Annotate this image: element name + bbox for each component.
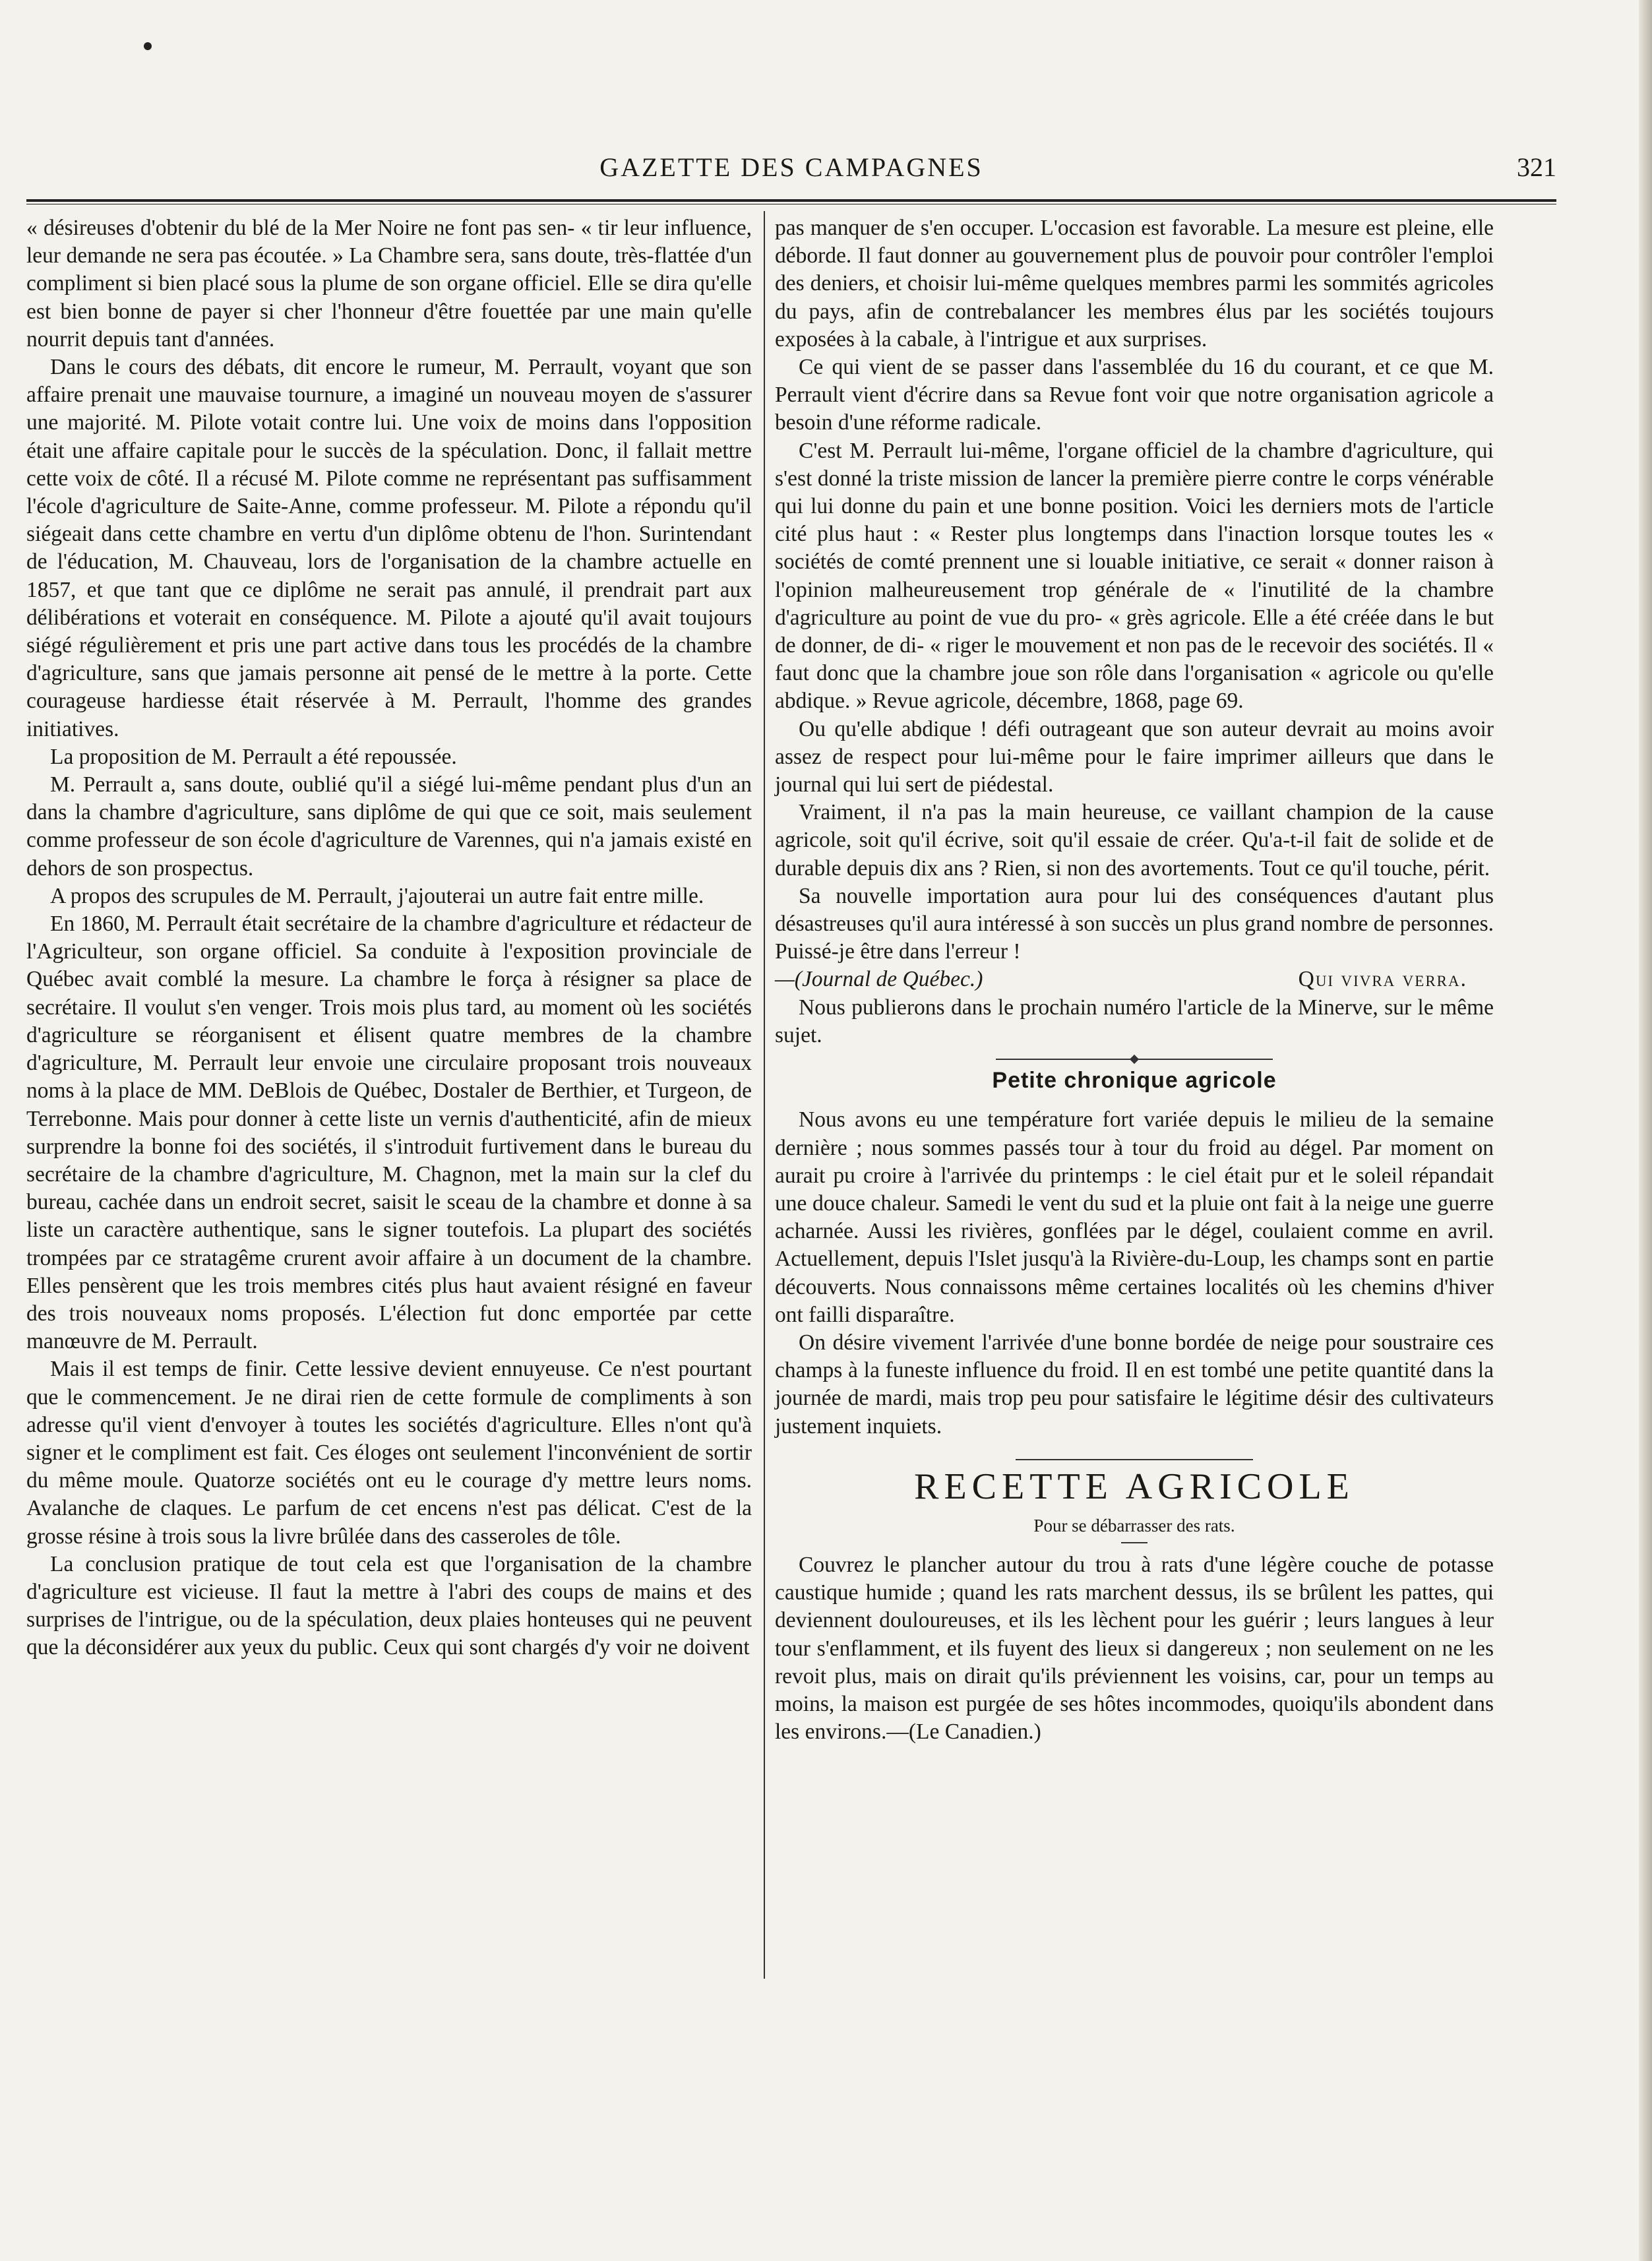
paragraph: La proposition de M. Perrault a été repoussée. (50, 744, 457, 769)
paragraph: Ou qu'elle abdique ! défi outrageant que son auteur devrait au moins avoir assez de respect pour lui-même pour le faire imprimer ailleurs que dans le journal qui lui sert de piédestal. (775, 716, 1494, 797)
recette-divider (1121, 1542, 1147, 1543)
paragraph: pas manquer de s'en occuper. L'occasion est favorable. La mesure est pleine, elle déborde. Il faut donner au gouvernement plus de pouvoir pour contrôler l'emploi des deniers, et choisir lui-même quelques membres parmi les sommités agricoles du pays, afin de contrebalancer les membres élus par les sociétés toujours exposées à la cabale, à l'intrigue et aux surprises. (775, 216, 1494, 352)
signature: Qui vivra verra. (1298, 967, 1467, 992)
paragraph: Dans le cours des débats, dit encore le rumeur, M. Perrault, voyant que son affaire prenait une mauvaise tournure, a imaginé un nouveau moyen de s'assurer une majorité. M. Pilote votait contre lui. Une voix de moins dans l'opposition était une affaire capitale pour le succès de la spéculation. Donc, il fallait mettre cette voix de côté. Il a récusé M. Pilote comme ne représentant pas suffisamment l'école d'agriculture de Saite-Anne, comme professeur. M. Pilote a répondu qu'il siégeait dans cette chambre en vertu d'un diplôme obtenu de l'hon. Surintendant de l'éducation, M. Chauveau, lors de l'organisation de la chambre actuelle en 1857, et que tant que ce diplôme ne serait pas annulé, il prendrait part aux délibérations et voterait en conséquence. M. Pilote a ajouté qu'il avait toujours siégé régulièrement et pris une part active dans tous les procédés de la chambre d'agriculture, sans que jamais personne ait pensé de le mettre à la porte. Cette courageuse hardiesse était réservée à M. Perrault, l'homme des grandes initiatives. (26, 355, 752, 741)
source-citation: —(Journal de Québec.) (775, 967, 983, 992)
header-rule (26, 199, 1556, 204)
recette-title: RECETTE AGRICOLE (914, 1466, 1355, 1507)
page-number: 321 (1517, 152, 1556, 182)
paragraph: Ce qui vient de se passer dans l'assemblée du 16 du courant, et ce que M. Perrault vient d'écrire dans sa Revue font voir que notre organisation agricole a besoin d'une réforme radicale. (775, 355, 1494, 435)
paragraph: « désireuses d'obtenir du blé de la Mer Noire ne font pas sen- « tir leur influence, leur demande ne sera pas écoutée. » La Chambre sera, sans doute, très-flattée d'un compliment si bien placé sous la plume de son organe officiel. Elle se dira qu'elle est bien bonne de payer si cher l'honneur d'être fouettée par une main qu'elle nourrit depuis tant d'années. (26, 216, 752, 352)
right-column (775, 214, 1494, 1746)
paragraph: Vraiment, il n'a pas la main heureuse, ce vaillant champion de la cause agricole, soit qu'il écrive, soit qu'il essaie de créer. Qu'a-t-il fait de solide et de durable depuis dix ans ? Rien, si non des avortements. Tout ce qu'il touche, périt. (775, 800, 1494, 881)
article-signature (775, 966, 1494, 993)
left-column (26, 214, 752, 1662)
paragraph: En 1860, M. Perrault était secrétaire de la chambre d'agriculture et rédacteur de l'Agriculteur, son organe officiel. Sa conduite à l'exposition provinciale de Québec avait comblé la mesure. La chambre le força à résigner sa place de secrétaire. Il voulut s'en venger. Trois mois plus tard, au moment où les sociétés d'agriculture se réorganisent et élisent quatre membres de la chambre d'agriculture, M. Perrault leur envoie une circulaire proposant trois nouveaux noms à la place de MM. DeBlois de Québec, Dostaler de Berthier, et Turgeon, de Terrebonne. Mais pour donner à cette liste un vernis d'authenticité, afin de mieux surprendre la bonne foi des sociétés, il s'introduit furtivement dans le bureau du secrétaire de la chambre d'agriculture, M. Chagnon, met la main sur la clef du bureau, cachée dans un endroit secret, saisit le sceau de la chambre et donne à sa liste un caractère authentique, sans le signer toutefois. La plupart des sociétés trompées par ce stratagême crurent avoir affaire à un document de la chambre. Elles pensèrent que les trois membres cités plus haut avaient résigné en faveur des trois nouveaux noms proposés. L'élection fut donc emportée par cette manœuvre de M. Perrault. (26, 912, 752, 1354)
column-divider (764, 211, 765, 1979)
paragraph: Mais il est temps de finir. Cette lessive devient ennuyeuse. Ce n'est pourtant que le commencement. Je ne dirai rien de cette formule de compliments à son adresse qu'il vient d'envoyer à toutes les sociétés d'agriculture. Elles n'ont qu'à signer et le compliment est fait. Ces éloges ont seulement l'inconvénient de sortir du même moule. Quatorze sociétés ont eu le courage d'y mettre leurs noms. Avalanche de claques. Le parfum de cet encens n'est pas délicat. C'est de la grosse résine à trois sous la livre brûlée dans des casseroles de tôle. (26, 1357, 752, 1549)
paragraph: C'est M. Perrault lui-même, l'organe officiel de la chambre d'agriculture, qui s'est donné la triste mission de lancer la première pierre contre le corps vénérable qui lui donne du pain et une bonne position. Voici les derniers mots de l'article cité plus haut : « Rester plus longtemps dans l'inaction lorsque toutes les « sociétés de comté prennent une si louable initiative, ce serait « donner raison à l'opinion malheureusement trop générale de « l'inutilité de la chambre d'agriculture au point de vue du pro- « grès agricole. Elle a été créée dans le but de donner, de di- « riger le mouvement et non pas de le recevoir des sociétés. Il « faut donc que la chambre joue son rôle dans l'organisation « agricole ou qu'elle abdique. » Revue agricole, décembre, 1868, page 69. (775, 438, 1494, 714)
section-separator (996, 1059, 1273, 1060)
paragraph: La conclusion pratique de tout cela est que l'organisation de la chambre d'agriculture est vicieuse. Il faut la mettre à l'abri des coups de mains et des surprises de l'intrigue, ou de la spéculation, deux plaies honteuses qui ne peuvent que la déconsidérer aux yeux du public. Ceux qui sont chargés d'y voir ne doivent (26, 1551, 752, 1660)
paragraph: Sa nouvelle importation aura pour lui des conséquences d'autant plus désastreuses qu'il aura intéressé à son succès un plus grand nombre de personnes. Puissé-je être dans l'erreur ! (775, 883, 1494, 964)
recette-subtitle: Pour se débarrasser des rats. (1033, 1515, 1235, 1535)
page-edge (1639, 0, 1652, 2261)
running-title: GAZETTE DES CAMPAGNES (599, 152, 983, 182)
ink-speck (144, 42, 152, 50)
paragraph: On désire vivement l'arrivée d'une bonne bordée de neige pour soustraire ces champs à la funeste influence du froid. Il en est tombé une petite quantité dans la journée de mardi, mais trop peu pour satisfaire le légitime désir des cultivateurs justement inquiets. (775, 1330, 1494, 1439)
chronique-heading: Petite chronique agricole (992, 1068, 1277, 1094)
separator-ornament (1130, 1055, 1139, 1064)
paragraph: Nous avons eu une température fort variée depuis le milieu de la semaine dernière ; nous sommes passés tour à tour du froid au dégel. Par moment on aurait pu croire à l'arrivée du printemps : le ciel était pur et le soleil répandait une douce chaleur. Samedi le vent du sud et la pluie ont fait à la neige une guerre acharnée. Aussi les rivières, gonflées par le dégel, coulaient comme en avril. Actuellement, depuis l'Islet jusqu'à la Rivière-du-Loup, les champs sont en partie découverts. Nous connaissons même certaines localités où les chemins d'hiver ont failli disparaître. (775, 1107, 1494, 1327)
paragraph: Nous publierons dans le prochain numéro l'article de la Minerve, sur le même sujet. (775, 995, 1494, 1047)
recette-rule (1016, 1459, 1253, 1460)
paragraph: A propos des scrupules de M. Perrault, j'ajouterai un autre fait entre mille. (50, 883, 704, 908)
paragraph: M. Perrault a, sans doute, oublié qu'il a siégé lui-même pendant plus d'un an dans la chambre d'agriculture, sans diplôme de qui que ce soit, mais seulement comme professeur de son école d'agriculture de Varennes, qui n'a jamais existé en dehors de son prospectus. (26, 772, 752, 881)
paragraph: Couvrez le plancher autour du trou à rats d'une légère couche de potasse caustique humide ; quand les rats marchent dessus, ils se brûlent les pattes, qui deviennent douloureuses, et ils les lèchent pour les guérir ; leurs langues à leur tour s'enflamment, et ils fuyent des lieux si dangereux ; non seulement on ne les revoit plus, mais on dirait qu'ils préviennent les voisins, car, pour un temps au moins, la maison est purgée de ses hôtes incommodes, quoiqu'ils abondent dans les environs.—(Le Canadien.) (775, 1552, 1494, 1745)
page-header (26, 146, 1556, 186)
